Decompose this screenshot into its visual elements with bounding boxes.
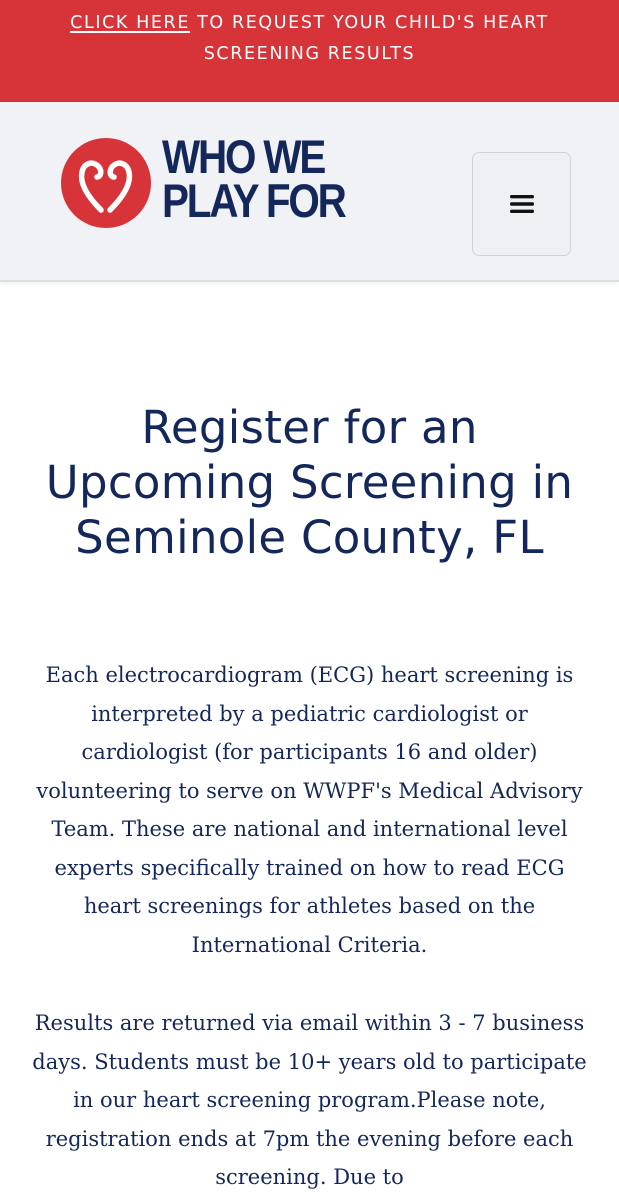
request-results-link[interactable]: CLICK HERE: [70, 13, 190, 33]
announcement-banner: [0, 0, 619, 102]
hamburger-menu-icon: [510, 194, 534, 214]
announcement-text: TO REQUEST YOUR CHILD'S HEART SCREENING RESULTS: [189, 13, 549, 64]
logo-line-1: WHO WE: [162, 130, 325, 183]
intro-paragraph: Each electrocardiogram (ECG) heart screening is interpreted by a pediatric cardiologist or cardiologist (for participants 16 and older) volunteering to serve on WWPF's Medical Advisory Team. These are national and international level experts specifically trained on how to read ECG heart screenings for athletes based on the International Criteria.: [36, 663, 583, 957]
results-paragraph: Results are returned via email within 3 - 7 business days. Students must be 10+ years old to participate in our heart screening program.Please note, registration ends at 7pm the evening before each screening. Due to: [32, 1011, 587, 1189]
logo-wordmark: [162, 130, 345, 227]
page-title: Register for an Upcoming Screening in Seminole County, FL: [45, 401, 574, 564]
heart-icon: [60, 137, 152, 229]
logo-line-2: PLAY FOR: [162, 174, 345, 227]
menu-toggle-button[interactable]: [472, 152, 571, 256]
